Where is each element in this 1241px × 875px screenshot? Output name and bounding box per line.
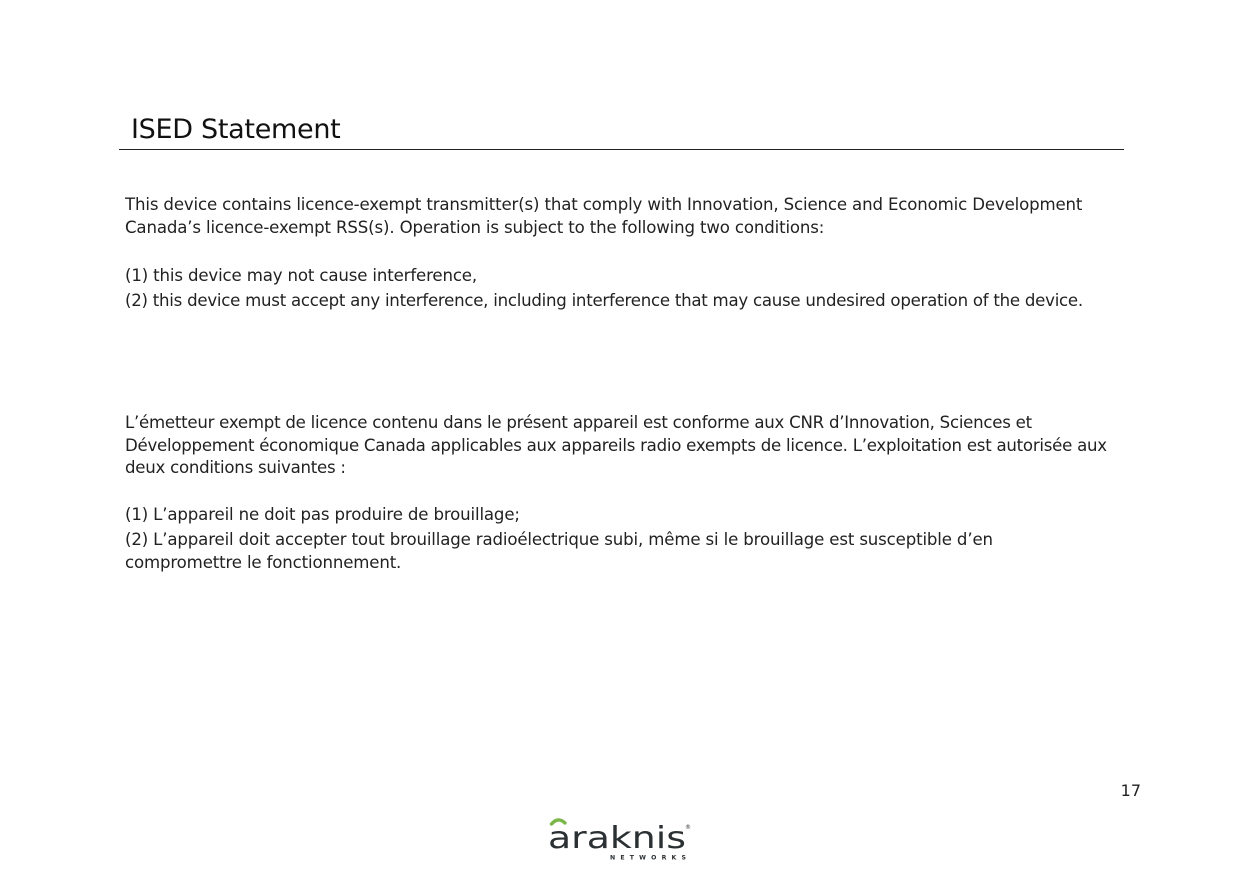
page-title: ISED Statement xyxy=(131,114,341,145)
logo-registered-mark: ® xyxy=(685,824,691,831)
araknis-networks-logo-icon xyxy=(547,814,695,862)
english-condition-1: (1) this device may not cause interference, xyxy=(125,266,477,285)
french-intro-paragraph: L’émetteur exempt de licence contenu dans le présent appareil est conforme aux CNR d’Innovation, Sciences et Développement économique Canada applicables aux appareils radio exempts de licence. L’exploitation est autorisée aux deux conditions suivantes : xyxy=(125,413,1107,477)
english-intro-paragraph: This device contains licence-exempt transmitter(s) that comply with Innovation, Science and Economic Development Canada’s licence-exempt RSS(s). Operation is subject to the following two conditions: xyxy=(125,195,1083,237)
title-divider xyxy=(119,149,1124,150)
logo-subtext: NETWORKS xyxy=(610,854,686,862)
logo-wordmark: araknis xyxy=(548,821,686,856)
french-condition-2: (2) L’appareil doit accepter tout brouillage radioélectrique subi, même si le brouillage est susceptible d’en compromettre le fonctionnement. xyxy=(125,530,993,572)
french-condition-1: (1) L’appareil ne doit pas produire de brouillage; xyxy=(125,505,520,524)
page-number: 17 xyxy=(1120,781,1141,800)
english-condition-2: (2) this device must accept any interference, including interference that may cause undesired operation of the device. xyxy=(125,291,1083,310)
